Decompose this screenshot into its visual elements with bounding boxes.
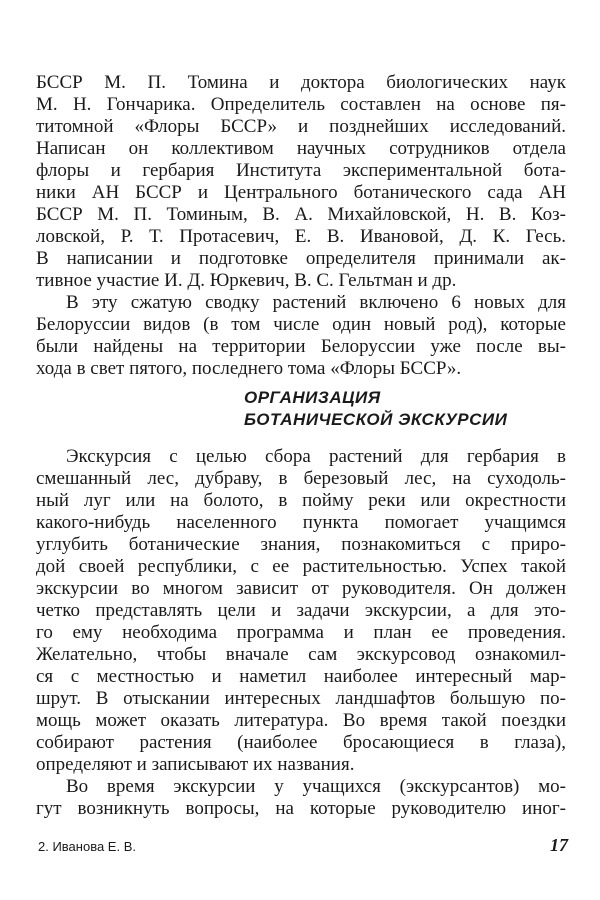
text-line: хода в свет пятого, последнего тома «Флоры БССР».	[36, 358, 462, 379]
text-line: тивное участие И. Д. Юркевич, В. С. Гельтман и др.	[36, 270, 457, 291]
text-line: шрут. В отыскании интересных ландшафтов большую по-	[36, 688, 566, 709]
text-line: Желательно, чтобы вначале сам экскурсовод ознакомил-	[36, 644, 566, 665]
text-line: определяют и записывают их названия.	[36, 754, 355, 775]
section-heading-line-2: БОТАНИЧЕСКОЙ ЭКСКУРСИИ	[244, 410, 508, 429]
text-line: были найдены на территории Белоруссии уже после вы-	[36, 336, 566, 357]
text-line: БССР М. П. Томина и доктора биологических наук	[36, 72, 566, 93]
text-line: ловской, Р. Т. Протасевич, Е. В. Ивановой, Д. К. Гесь.	[36, 226, 566, 247]
text-line: ники АН БССР и Центрального ботанического сада АН	[36, 182, 566, 203]
text-line: Во время экскурсии у учащихся (экскурсантов) мо-	[66, 776, 566, 797]
text-line: Белоруссии видов (в том числе один новый род), которые	[36, 314, 566, 335]
text-line: БССР М. П. Томиным, В. А. Михайловской, Н. В. Коз-	[36, 204, 566, 225]
text-line: собирают растения (наиболее бросающиеся в глаза),	[36, 732, 566, 753]
text-line: ся с местностью и наметил наиболее интересный мар-	[36, 666, 566, 687]
text-line: мощь может оказать литература. Во время такой поездки	[36, 710, 566, 731]
paragraph-2	[36, 292, 566, 380]
paragraph-4	[36, 776, 566, 820]
section-heading-line-1: ОРГАНИЗАЦИЯ	[244, 388, 381, 407]
text-line: титомной «Флоры БССР» и позднейших исследований.	[36, 116, 566, 137]
text-line: гут возникнуть вопросы, на которые руководителю иног-	[36, 798, 566, 819]
text-line: четко представлять цели и задачи экскурсии, а для это-	[36, 600, 566, 621]
page-footer	[38, 835, 568, 859]
text-line: М. Н. Гончарика. Определитель составлен на основе пя-	[36, 94, 566, 115]
text-line: го ему необходима программа и план ее проведения.	[36, 622, 566, 643]
text-line: дой своей республики, с ее растительностью. Успех такой	[36, 556, 566, 577]
page-number: 17	[550, 835, 568, 855]
text-line: флоры и гербария Института экспериментальной бота-	[36, 160, 566, 181]
text-line: Написан он коллективом научных сотрудников отдела	[36, 138, 566, 159]
text-line: Экскурсия с целью сбора растений для гербария в	[66, 446, 566, 467]
paragraph-1	[36, 72, 566, 292]
text-line: ный луг или на болото, в пойму реки или окрестности	[36, 490, 566, 511]
signature-mark: 2. Иванова Е. В.	[38, 839, 136, 854]
paragraph-3	[36, 446, 566, 776]
text-line: В эту сжатую сводку растений включено 6 новых для	[66, 292, 566, 313]
text-line: углубить ботанические знания, познакомиться с приро-	[36, 534, 566, 555]
text-line: В написании и подготовке определителя принимали ак-	[36, 248, 566, 269]
text-line: экскурсии во многом зависит от руководителя. Он должен	[36, 578, 566, 599]
text-line: смешанный лес, дубраву, в березовый лес, на суходоль-	[36, 468, 566, 489]
text-line: какого-нибудь населенного пункта помогает учащимся	[36, 512, 566, 533]
